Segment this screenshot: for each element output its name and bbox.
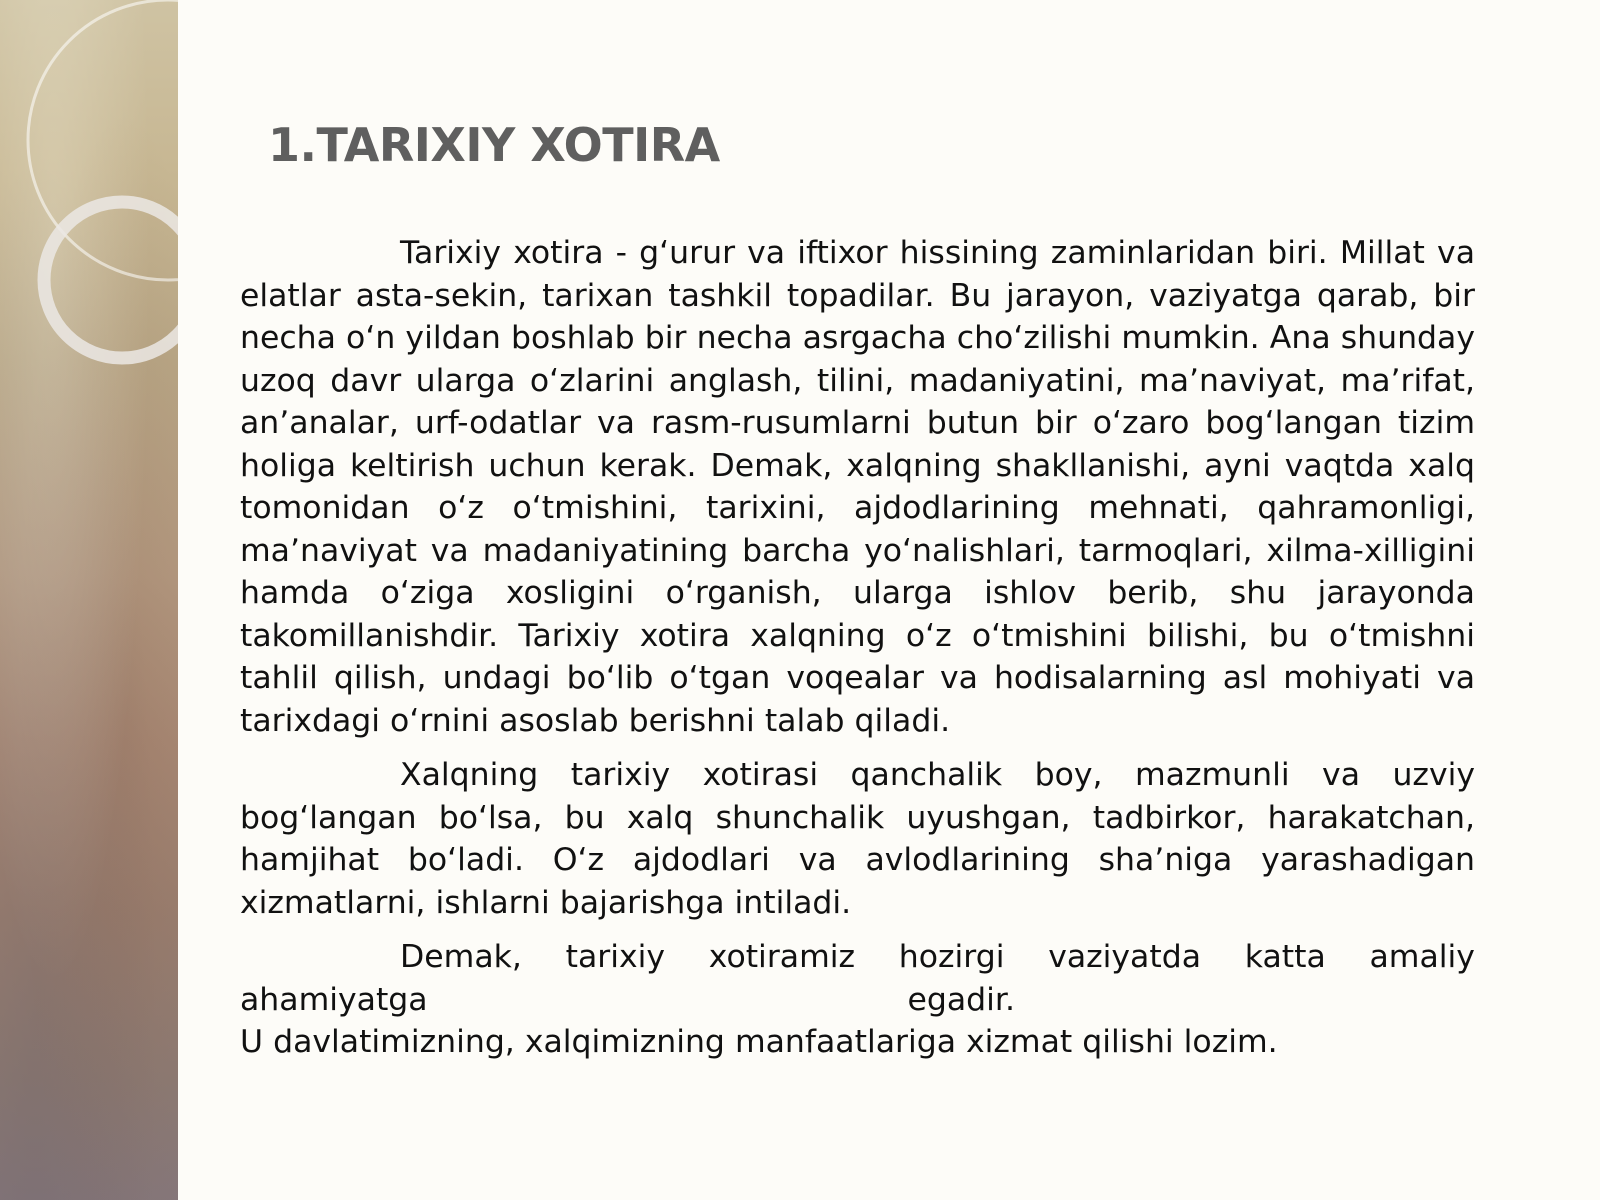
paragraph-3-line-1 (240, 936, 1475, 979)
decorative-side-panel (0, 0, 178, 1200)
word: hozirgi (898, 939, 1005, 975)
word: xotiramiz (708, 939, 856, 975)
paragraph-1: Tarixiy xotira - g‘urur va iftixor hissining zaminlaridan biri. Millat va elatlar asta-sekin, tarixan tashkil topadilar. Bu jarayon, vaziyatga qarab, bir necha o‘n yildan boshlab bir necha asrgacha cho‘zilishi mumkin. Ana shunday uzoq davr ularga o‘zlarini anglash, tilini, madaniyatini, ma’naviyat, ma’rifat, an’analar, urf-odatlar va rasm-rusumlarni butun bir o‘zaro bog‘langan tizim holiga keltirish uchun kerak. Demak, xalqning shakllanishi, ayni vaqtda xalq tomonidan o‘z o‘tmishini, tarixini, ajdodlarining mehnati, qahramonligi, ma’naviyat va madaniyatining barcha yo‘nalishlari, tarmoqlari, xilma-xilligini hamda o‘ziga xosligini o‘rganish, ularga ishlov berib, shu jarayonda takomillanishdir. Tarixiy xotira xalqning o‘z o‘tmishini bilishi, bu o‘tmishni tahlil qilish, undagi bo‘lib o‘tgan voqealar va hodisalarning asl mohiyati va tarixdagi o‘rnini asoslab berishni talab qiladi. (240, 235, 1475, 739)
decorative-rings (0, 0, 178, 1200)
word: egadir. (907, 981, 1015, 1018)
word: vaziyatda (1048, 939, 1202, 975)
word: katta (1244, 939, 1326, 975)
paragraph-2: Xalqning tarixiy xotirasi qanchalik boy, mazmunli va uzviy bog‘langan bo‘lsa, bu xalq shunchalik uyushgan, tadbirkor, harakatchan, hamjihat bo‘ladi. O‘z ajdodlari va avlodlarining sha’niga yarashadigan xizmatlarni, ishlarni bajarishga intiladi. (240, 757, 1475, 921)
slide-title: 1.TARIXIY XOTIRA (268, 118, 720, 172)
word: tarixiy (565, 939, 666, 975)
word: amaliy (1369, 939, 1475, 975)
slide-body (240, 232, 1475, 1064)
word: ahamiyatga (240, 981, 428, 1018)
word: Demak, (400, 939, 522, 975)
paragraph-3-line-3: U davlatimizning, xalqimizning manfaatlariga xizmat qilishi lozim. (240, 1024, 1278, 1060)
paragraph-3-line-2 (240, 979, 1475, 1022)
paragraph-3 (240, 936, 1475, 1064)
